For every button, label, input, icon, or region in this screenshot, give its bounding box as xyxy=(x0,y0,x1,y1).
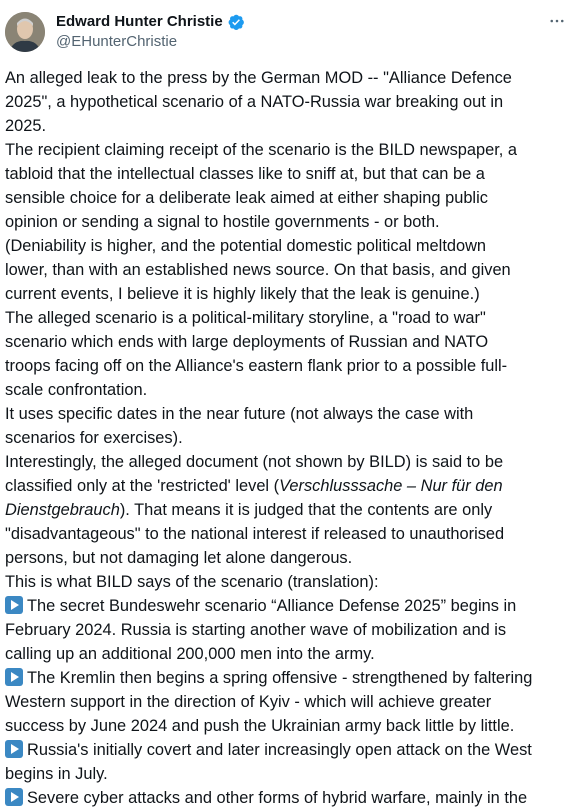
tweet-text xyxy=(5,66,567,810)
text-line: Interestingly, the alleged document (not shown by BILD) is said to be xyxy=(5,453,504,471)
text-line: sensible choice for a deliberate leak aimed at either shaping public xyxy=(5,189,488,207)
bullet-line xyxy=(5,594,567,618)
text-line: (Deniability is higher, and the potential domestic political meltdown xyxy=(5,237,487,255)
bullet-text: The secret Bundeswehr scenario “Alliance Defense 2025” begins in xyxy=(27,597,517,615)
text-line: 2025. xyxy=(5,117,47,135)
german-term: Verschlusssache – Nur für den xyxy=(279,477,503,495)
text-line: troops facing off on the Alliance's eastern flank prior to a possible full- xyxy=(5,357,508,375)
bullet-line xyxy=(5,738,567,762)
bullet-line xyxy=(5,666,567,690)
text-line: scale confrontation. xyxy=(5,381,148,399)
text-line: scenario which ends with large deployments of Russian and NATO xyxy=(5,333,489,351)
arrow-emoji-icon xyxy=(5,668,23,686)
bullet-line xyxy=(5,786,567,810)
text-line: scenarios for exercises). xyxy=(5,429,183,447)
text-line: persons, but not damaging let alone dangerous. xyxy=(5,549,353,567)
text-line: lower, than with an established news source. On that basis, and given xyxy=(5,261,511,279)
author-handle[interactable]: @EHunterChristie xyxy=(56,33,178,50)
text-line: The recipient claiming receipt of the scenario is the BILD newspaper, a xyxy=(5,141,518,159)
avatar[interactable] xyxy=(5,12,45,52)
arrow-emoji-icon xyxy=(5,788,23,806)
text-line: This is what BILD says of the scenario (translation): xyxy=(5,573,379,591)
author-row xyxy=(56,12,245,32)
text-line: tabloid that the intellectual classes like to sniff at, but that can be a xyxy=(5,165,485,183)
author-name[interactable]: Edward Hunter Christie xyxy=(56,13,223,30)
text-line: An alleged leak to the press by the German MOD -- "Alliance Defence xyxy=(5,69,512,87)
verified-badge-icon xyxy=(227,13,245,31)
text-segment: ). That means it is judged that the contents are only xyxy=(119,501,493,519)
text-line: The alleged scenario is a political-military storyline, a "road to war" xyxy=(5,309,486,327)
arrow-emoji-icon xyxy=(5,596,23,614)
text-line xyxy=(5,498,567,522)
bullet-text: The Kremlin then begins a spring offensive - strengthened by faltering xyxy=(27,669,533,687)
text-line: success by June 2024 and push the Ukrainian army back little by little. xyxy=(5,717,515,735)
arrow-emoji-icon xyxy=(5,740,23,758)
text-line: current events, I believe it is highly likely that the leak is genuine.) xyxy=(5,285,480,303)
german-term: Dienstgebrauch xyxy=(5,501,120,519)
bullet-text: Severe cyber attacks and other forms of hybrid warfare, mainly in the xyxy=(27,789,528,807)
text-line: "disadvantageous" to the national interest if released to unauthorised xyxy=(5,525,505,543)
bullet-text: Russia's initially covert and later increasingly open attack on the West xyxy=(27,741,532,759)
text-segment: classified only at the 'restricted' level ( xyxy=(5,477,280,495)
more-options-icon[interactable] xyxy=(546,10,568,32)
text-line: 2025", a hypothetical scenario of a NATO-Russia war breaking out in xyxy=(5,93,504,111)
text-line: opinion or sending a signal to hostile governments - or both. xyxy=(5,213,440,231)
text-line: begins in July. xyxy=(5,765,108,783)
tweet-header xyxy=(0,0,570,62)
text-line: It uses specific dates in the near future (not always the case with xyxy=(5,405,474,423)
text-line: Western support in the direction of Kyiv - which will achieve greater xyxy=(5,693,492,711)
text-line xyxy=(5,474,567,498)
text-line: calling up an additional 200,000 men into the army. xyxy=(5,645,375,663)
text-line: February 2024. Russia is starting another wave of mobilization and is xyxy=(5,621,507,639)
